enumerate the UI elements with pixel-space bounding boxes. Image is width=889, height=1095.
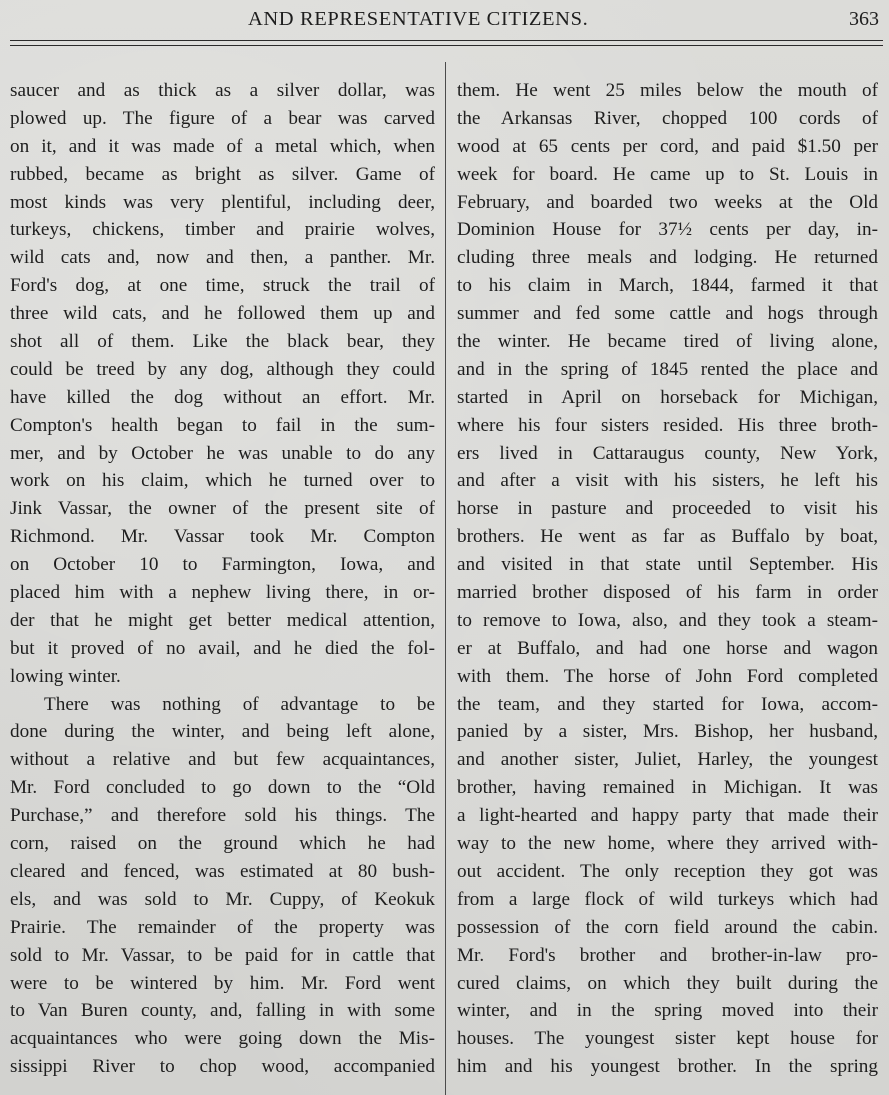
right-column-line: horse in pasture and proceeded to visit his: [457, 498, 878, 520]
header-rule-bottom: [10, 45, 883, 46]
right-column-line: possession of the corn field around the cabin.: [457, 916, 878, 938]
right-column-line: and another sister, Juliet, Harley, the youngest: [457, 749, 878, 771]
left-column-line: cleared and fenced, was estimated at 80 bush-: [10, 860, 435, 882]
left-column-line: but it proved of no avail, and he died the fol-: [10, 637, 435, 659]
right-column-line: brothers. He went as far as Buffalo by boat,: [457, 526, 878, 548]
right-column-line: cluding three meals and lodging. He returned: [457, 247, 878, 269]
right-column-line: them. He went 25 miles below the mouth of: [457, 80, 878, 101]
left-column-line: done during the winter, and being left alone,: [10, 721, 435, 743]
right-column-line: Dominion House for 37½ cents per day, in-: [457, 219, 878, 241]
left-column-line: Jink Vassar, the owner of the present site of: [10, 498, 435, 520]
left-column-line: placed him with a nephew living there, in or-: [10, 582, 435, 604]
right-column-line: panied by a sister, Mrs. Bishop, her husband,: [457, 721, 878, 743]
right-column-line: to remove to Iowa, also, and they took a steam-: [457, 609, 878, 631]
right-column-line: the team, and they started for Iowa, accom-: [457, 693, 878, 715]
right-column-line: him and his youngest brother. In the spring: [457, 1056, 878, 1078]
left-column-line: work on his claim, which he turned over to: [10, 470, 435, 492]
left-column-line: three wild cats, and he followed them up and: [10, 303, 435, 325]
left-column-line: sold to Mr. Vassar, to be paid for in cattle that: [10, 944, 435, 966]
left-column-line: Prairie. The remainder of the property was: [10, 916, 435, 938]
right-column-line: Mr. Ford's brother and brother-in-law pro-: [457, 944, 878, 966]
left-column-line: der that he might get better medical attention,: [10, 609, 435, 631]
left-column-line: lowing winter.: [10, 665, 121, 687]
left-column-line: wild cats and, now and then, a panther. Mr.: [10, 247, 435, 269]
right-column-line: er at Buffalo, and had one horse and wagon: [457, 637, 878, 659]
left-column-line: Mr. Ford concluded to go down to the “Old: [10, 777, 435, 799]
left-column-line: acquaintances who were going down the Mis-: [10, 1028, 435, 1050]
right-column-line: winter, and in the spring moved into their: [457, 1000, 878, 1022]
left-column-line: Ford's dog, at one time, struck the trail of: [10, 275, 435, 297]
left-column-line: saucer and as thick as a silver dollar, was: [10, 80, 435, 101]
right-column: [457, 77, 878, 1081]
right-column-line: started in April on horseback for Michigan,: [457, 386, 878, 408]
left-column-line: sissippi River to chop wood, accompanied: [10, 1056, 435, 1078]
left-column-line: There was nothing of advantage to be: [44, 693, 435, 715]
left-column-line: plowed up. The figure of a bear was carved: [10, 107, 435, 129]
right-column-line: with them. The horse of John Ford completed: [457, 665, 878, 687]
right-column-line: to his claim in March, 1844, farmed it that: [457, 275, 878, 297]
left-column-line: could be treed by any dog, although they could: [10, 358, 435, 380]
right-column-line: from a large flock of wild turkeys which had: [457, 888, 878, 910]
left-column: [10, 77, 435, 1081]
left-column-line: Compton's health began to fail in the sum-: [10, 414, 435, 436]
right-column-line: the winter. He became tired of living alone,: [457, 331, 878, 353]
right-column-line: and in the spring of 1845 rented the place and: [457, 358, 878, 380]
left-column-line: have killed the dog without an effort. Mr.: [10, 386, 435, 408]
left-column-line: on it, and it was made of a metal which, when: [10, 135, 435, 157]
running-title: AND REPRESENTATIVE CITIZENS.: [248, 8, 589, 30]
page-header: [0, 0, 889, 44]
right-column-line: way to the new home, where they arrived with-: [457, 833, 878, 855]
left-column-line: without a relative and but few acquaintances,: [10, 749, 435, 771]
right-column-line: and visited in that state until September. His: [457, 554, 878, 576]
left-column-line: to Van Buren county, and, falling in with some: [10, 1000, 435, 1022]
left-column-line: rubbed, became as bright as silver. Game of: [10, 163, 435, 185]
left-column-line: most kinds was very plentiful, including deer,: [10, 191, 435, 213]
right-column-line: cured claims, on which they built during the: [457, 972, 878, 994]
right-column-line: a light-hearted and happy party that made their: [457, 805, 878, 827]
right-column-line: wood at 65 cents per cord, and paid $1.50 per: [457, 135, 878, 157]
left-column-line: Richmond. Mr. Vassar took Mr. Compton: [10, 526, 435, 548]
right-column-line: the Arkansas River, chopped 100 cords of: [457, 107, 878, 129]
right-column-line: houses. The youngest sister kept house for: [457, 1028, 878, 1050]
right-column-line: brother, having remained in Michigan. It was: [457, 777, 878, 799]
right-column-line: summer and fed some cattle and hogs through: [457, 303, 878, 325]
header-rule-top: [10, 40, 883, 41]
right-column-line: week for board. He came up to St. Louis in: [457, 163, 878, 185]
column-divider: [445, 62, 446, 1095]
left-column-line: corn, raised on the ground which he had: [10, 833, 435, 855]
left-column-line: mer, and by October he was unable to do any: [10, 442, 435, 464]
left-column-line: turkeys, chickens, timber and prairie wolves,: [10, 219, 435, 241]
page-number: 363: [849, 8, 879, 30]
left-column-line: els, and was sold to Mr. Cuppy, of Keokuk: [10, 888, 435, 910]
right-column-line: out accident. The only reception they got was: [457, 860, 878, 882]
right-column-line: where his four sisters resided. His three broth-: [457, 414, 878, 436]
right-column-line: and after a visit with his sisters, he left his: [457, 470, 878, 492]
right-column-line: married brother disposed of his farm in order: [457, 582, 878, 604]
left-column-line: Purchase,” and therefore sold his things. The: [10, 805, 435, 827]
left-column-line: were to be wintered by him. Mr. Ford went: [10, 972, 435, 994]
left-column-line: shot all of them. Like the black bear, they: [10, 331, 435, 353]
right-column-line: ers lived in Cattaraugus county, New York,: [457, 442, 878, 464]
right-column-line: February, and boarded two weeks at the Old: [457, 191, 878, 213]
left-column-line: on October 10 to Farmington, Iowa, and: [10, 554, 435, 576]
